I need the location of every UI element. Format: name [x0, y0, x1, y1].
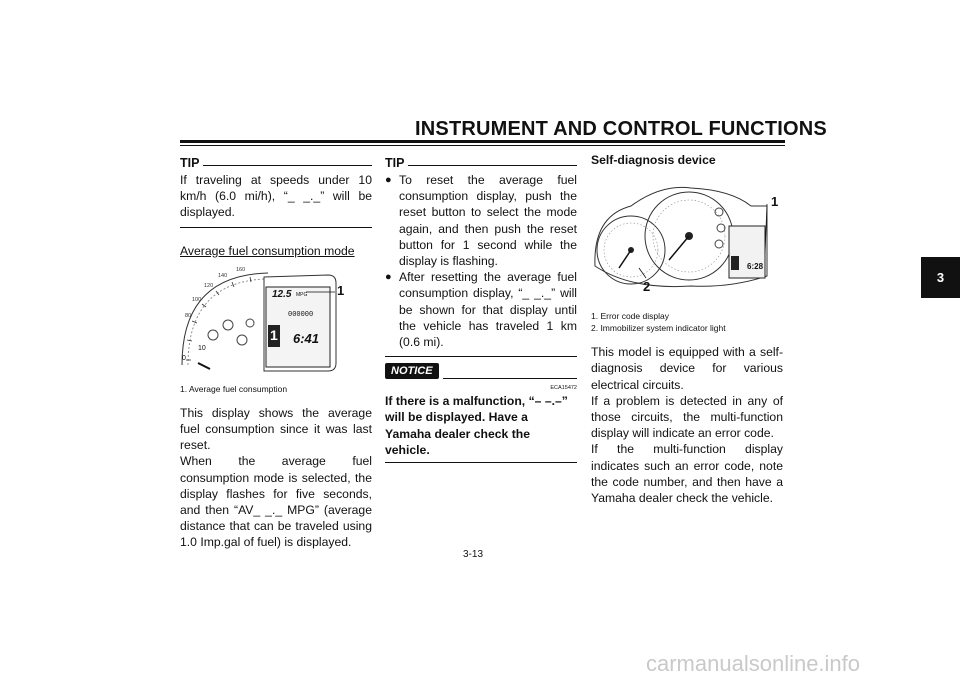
tacho-label-160: 160: [236, 266, 246, 273]
notice-code: ECA15472: [550, 385, 577, 392]
notice-end-rule: [385, 462, 577, 463]
tip-end-rule: [385, 356, 577, 357]
bullet-dot-icon: ●: [385, 174, 392, 186]
tip-box-1: [180, 156, 372, 170]
tip-end-rule: [180, 227, 372, 228]
lcd-clock: 6:41: [293, 330, 320, 346]
page-title: INSTRUMENT AND CONTROL FUNCTIONS: [415, 118, 827, 140]
section-heading: Self-diagnosis device: [591, 153, 716, 167]
tip-bullet-text: To reset the average fuel consumption display, push the reset button to select the mode again, and then push the reset button for 1 second while the display is flashing.: [399, 173, 577, 269]
callout-1: 1: [771, 194, 779, 210]
tacho-label-100: 100: [192, 296, 202, 303]
callout-2: 2: [643, 279, 651, 295]
paragraph-3: If the multi-function display indicates such an error code, note the code number, and then have a Yamaha dealer check the vehicle.: [591, 442, 783, 506]
gauge-cluster-illustration: [591, 176, 783, 294]
page-number: 3-13: [463, 549, 484, 560]
callout-1: 1: [337, 282, 345, 298]
tip-rule: [408, 165, 577, 166]
notice-rule: [443, 378, 577, 379]
lcd-odometer: 000000: [288, 310, 314, 319]
paragraph-2: When the average fuel consumption mode is selected, the display flashes for five seconds, and then “AV_ _._ MPG” (average distance that can be traveled using 1.0 Imp.gal of fuel) is displayed.: [180, 454, 372, 550]
header-rule: [180, 140, 785, 143]
column-2: [385, 156, 577, 463]
header-rule-thin: [180, 145, 785, 146]
paragraph-1: This model is equipped with a self-diagnosis device for various electrical circuits.: [591, 345, 783, 392]
tacho-label-80: 80: [185, 312, 192, 319]
tacho-label-120: 120: [204, 282, 214, 289]
notice-text: If there is a malfunction, “– –.–” will be displayed. Have a Yamaha dealer check the vehicle.: [385, 394, 568, 457]
figure-caption-2: 2. Immobilizer system indicator light: [591, 323, 726, 334]
instrument-cluster-illustration: [180, 265, 372, 375]
tip-label: TIP: [180, 156, 200, 170]
instrument-figure: [180, 265, 372, 375]
self-diagnosis-figure: [591, 176, 783, 294]
watermark[interactable]: carmanualsonline.info: [646, 651, 861, 676]
notice-badge: NOTICE: [385, 363, 439, 379]
column-3: [591, 152, 783, 506]
tip-rule: [203, 165, 372, 166]
paragraph-2: If a problem is detected in any of those circuits, the multi-function display will indicate an error code.: [591, 393, 783, 441]
tacho-label-10: 10: [198, 344, 206, 352]
chapter-tab[interactable]: 3: [921, 257, 960, 298]
figure-caption-1: 1. Error code display: [591, 311, 669, 322]
subheading: Average fuel consumption mode: [180, 243, 355, 258]
paragraph-1: This display shows the average fuel consumption since it was last reset.: [180, 405, 372, 453]
lcd-unit: MPG: [296, 291, 308, 298]
notice-header: [385, 363, 577, 379]
figure-caption: 1. Average fuel consumption: [180, 383, 288, 394]
lcd-average-fuel: 12.5: [272, 288, 292, 300]
bullet-dot-icon: ●: [385, 271, 392, 284]
tacho-label-140: 140: [218, 272, 228, 279]
lcd-gear: 1: [270, 326, 278, 343]
tip-bullet: [385, 269, 577, 350]
tacho-label-0: 0: [182, 354, 186, 362]
tip-box-2: [385, 156, 577, 170]
tip-label: TIP: [385, 156, 405, 170]
lcd-clock: 6:28: [747, 262, 764, 272]
tip-bullet: [385, 172, 577, 269]
tip-bullet-text: After resetting the average fuel consumption display, “_ _._” will be shown for that display until the vehicle has traveled 1 km (0.6 mi).: [399, 270, 577, 350]
column-1: [180, 156, 372, 551]
tip-text: If traveling at speeds under 10 km/h (6.0 mi/h), “_ _._” will be displayed.: [180, 173, 372, 220]
